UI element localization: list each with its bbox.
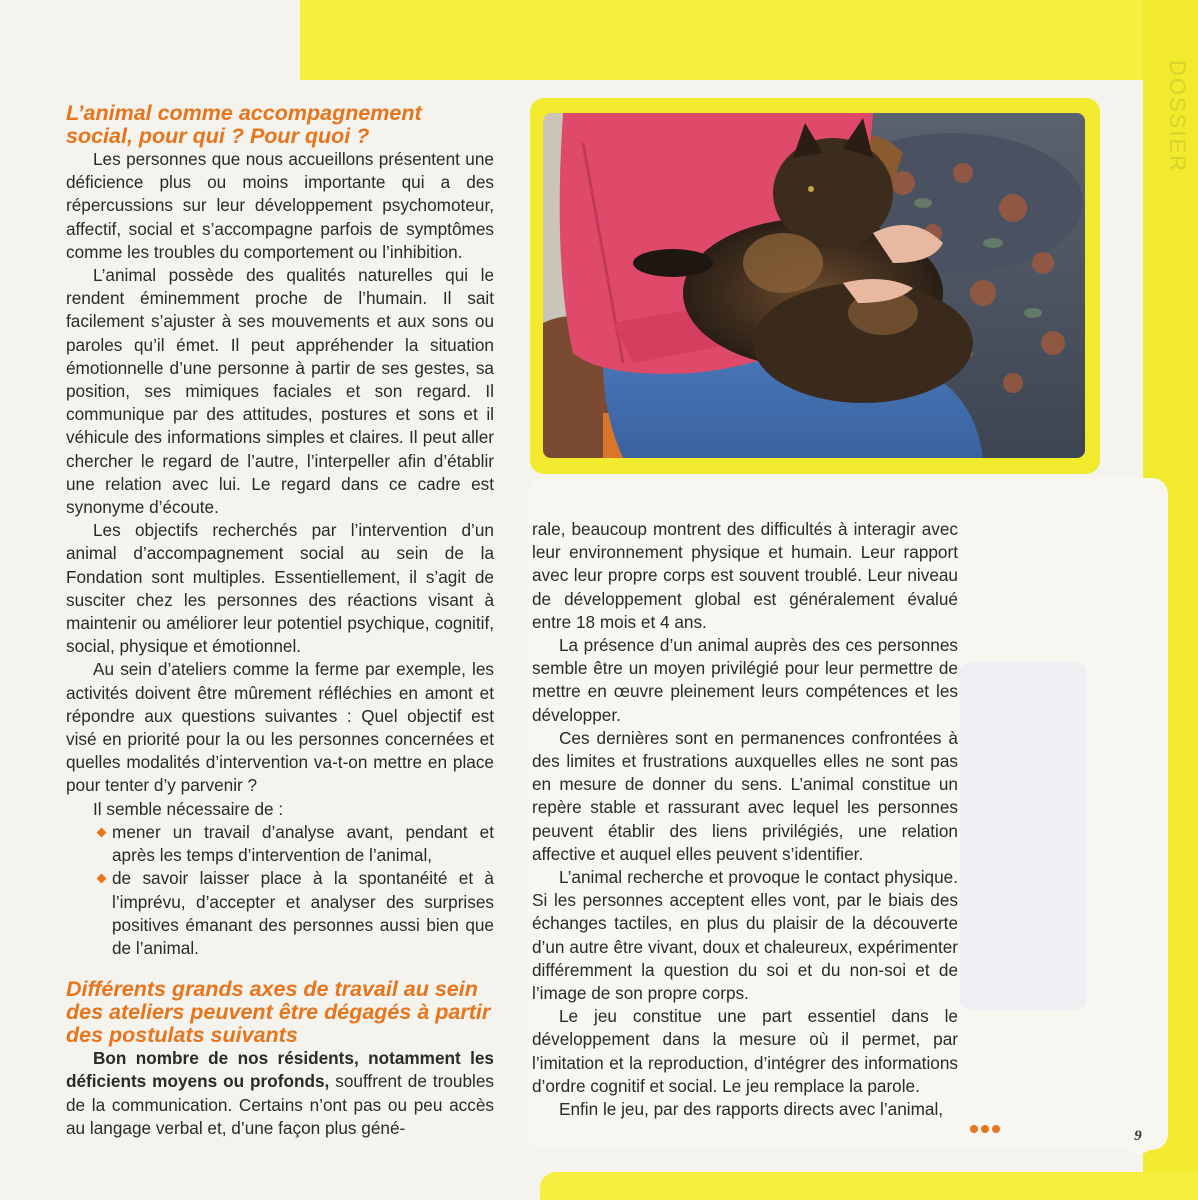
left-column — [66, 98, 494, 1140]
paragraph: Les objectifs recherchés par l’intervention d’un animal d’accompagnement social au sein de la Fondation sont multiples. Essentiellement, il s’agit de susciter chez les personnes des réactions visant à maintenir ou améliorer leur potentiel psychique, cognitif, social, physique et émotionnel. — [66, 520, 494, 657]
photo-woman-with-cat — [543, 113, 1085, 458]
paragraph: rale, beaucoup montrent des difficultés à interagir avec leur environnement physique et humain. Leur rapport avec leur propre corps est souvent troublé. Leur niveau de développement global est généralement évalué entre 18 mois et 4 ans. — [532, 519, 958, 632]
paragraph: L’animal possède des qualités naturelles qui le rendent éminemment proche de l’humain. Il sait facilement s’ajuster à ses mouvements et aux sons ou paroles qu’il émet. Il peut appréhender la situation émotionnelle d’une personne à partir de ses gestes, sa position, ses mimiques faciales et son regard. Il communique par des attitudes, postures et sons et il véhicule des informations simples et claires. Il peut aller chercher le regard de l’autre, l’interpeller afin d’établir une relation avec lui. Le regard dans ce cadre est synonyme d’écoute. — [66, 265, 494, 518]
page-number: 9 — [1120, 1118, 1156, 1154]
paragraph: Bon nombre de nos résidents, notamment les déficients moyens ou profonds, souffrent de troubles de la communication. Certains n’ont pas ou peu accès au langage verbal et, d’une façon plus géné- — [66, 1048, 494, 1138]
yellow-frame-top — [300, 0, 1198, 80]
paragraph: Le jeu constitue une part essentiel dans le développement dans la mesure où il permet, par l’imitation et la reproduction, d’intégrer des informations d’ordre cognitif et social. Le jeu remplace la parole. — [532, 1006, 958, 1096]
paragraph: Ces dernières sont en permanences confrontées à des limites et frustrations auxquelles elles ne sont pas en mesure de donner du sens. L’animal constitue un repère stable et rassurant avec lequel les personnes peuvent établir des liens privilégiés, une relation affective et auquel elles peuvent s’identifier. — [532, 727, 958, 864]
section-heading-2: Différents grands axes de travail au sein des ateliers peuvent être dégagés à partir des postulats suivants — [66, 977, 491, 1048]
paragraph: L’animal recherche et provoque le contact physique. Si les personnes acceptent elles vont, par le biais des échanges tactiles, en plus du plaisir de la découverte d’un autre être vivant, doux et chaleureux, expérimenter différemment la question du soi et du non-soi et de l’image de son propre corps. — [532, 867, 958, 1004]
bullet-list — [66, 821, 494, 960]
paragraph: Au sein d’ateliers comme la ferme par exemple, les activités doivent être mûrement réfléchies en amont et répondre aux questions suivantes : Quel objectif est visé en priorité pour la ou les personnes concernées et quelles modalités d’intervention va-t-on mettre en place pour tenter d’y parvenir ? — [66, 659, 494, 796]
show-through-box — [960, 662, 1086, 1010]
continue-dots-icon — [970, 1125, 1000, 1133]
paragraph: Les personnes que nous accueillons présentent une déficience plus ou moins importante qui a des répercussions sur leur développement psychomoteur, affectif, social et s’accompagne parfois de symptômes comme les troubles du comportement ou l’inhibition. — [66, 149, 494, 262]
list-item: mener un travail d’analyse avant, pendant et après les temps d’intervention de l’animal, — [66, 821, 494, 867]
list-item: de savoir laisser place à la spontanéité et à l’imprévu, d’accepter et analyser des surprises positives émanant des personnes aussi bien que de l’animal. — [66, 867, 494, 960]
paragraph: La présence d’un animal auprès des ces personnes semble être un moyen privilégié pour leur permettre de mettre en œuvre pleinement leurs compétences et les développer. — [532, 635, 958, 725]
paragraph: Enfin le jeu, par des rapports directs avec l’animal, — [559, 1099, 944, 1120]
section-label: DOSSIER — [1165, 60, 1190, 174]
section-heading-1: L’animal comme accompagnement social, pour qui ? Pour quoi ? — [66, 101, 422, 148]
diamond-bullet-icon — [97, 827, 107, 837]
diamond-bullet-icon — [97, 874, 107, 884]
paragraph: Il semble nécessaire de : — [93, 798, 284, 819]
right-column — [532, 518, 958, 1121]
yellow-frame-bottom — [540, 1172, 1198, 1200]
